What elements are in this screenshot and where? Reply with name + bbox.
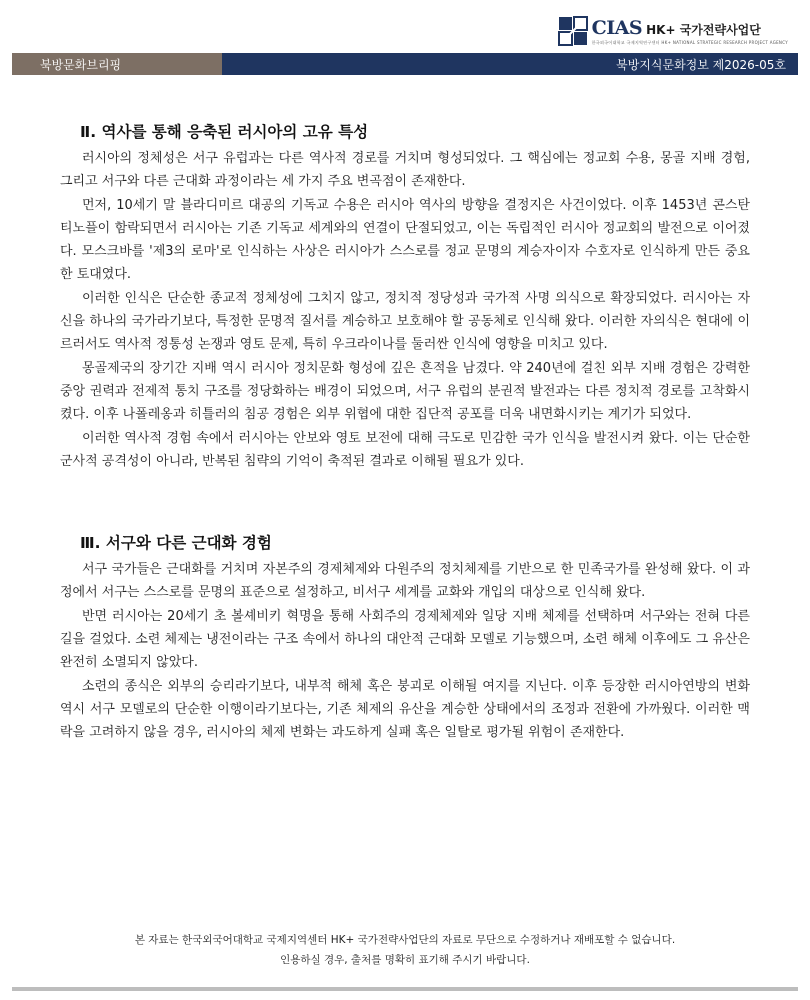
paragraph: 서구 국가들은 근대화를 거치며 자본주의 경제체제와 다원주의 정치체제를 기반으로 한 민족국가를 완성해 왔다. 이 과정에서 서구는 스스로를 문명의 표준으로 설정하고, 비서구 세계를 교화와 개입의 대상으로 인식해 왔다. [60, 562, 750, 601]
logo-subtitle: 한국외국어대학교 국제지역연구센터 HK+ NATIONAL STRATEGIC RESEARCH PROJECT AGENCY [591, 39, 788, 45]
header-bar [12, 53, 798, 75]
section-2-title: Ⅱ. 역사를 통해 응축된 러시아의 고유 특성 [80, 123, 369, 141]
paragraph: 반면 러시아는 20세기 초 볼셰비키 혁명을 통해 사회주의 경제체제와 일당 지배 체제를 선택하며 서구와는 전혀 다른 길을 걸었다. 소련 체제는 냉전이라는 구조 속에서 하나의 대안적 근대화 모델로 기능했으며, 소련 해체 이후에도 그 유산은 완전히 소멸되지 않았다. [60, 608, 750, 671]
footer-notice [0, 930, 810, 970]
briefing-label: 북방문화브리핑 [12, 53, 222, 75]
paragraph: 먼저, 10세기 말 블라디미르 대공의 기독교 수용은 러시아 역사의 방향을 결정지은 사건이었다. 이후 1453년 콘스탄티노플이 함락되면서 러시아는 기존 기독교 세계와의 연결이 단절되었고, 이는 독립적인 러시아 정교회의 발전으로 이어졌다. 모스크바를 '제3의 로마'로 인식하는 사상은 러시아가 스스로를 정교 문명의 계승자이자 수호자로 인식하게 만든 중요한 토대였다. [60, 197, 750, 283]
footer-divider [12, 987, 798, 991]
cias-logo [558, 14, 788, 48]
logo-name: CIAS [591, 16, 643, 39]
footer-line-1: 본 자료는 한국외국어대학교 국제지역센터 HK+ 국가전략사업단의 자료로 무단으로 수정하거나 재배포할 수 없습니다. [134, 934, 676, 946]
logo-hk-label: HK+ 국가전략사업단 [646, 22, 761, 37]
paragraph: 러시아의 정체성은 서구 유럽과는 다른 역사적 경로를 거치며 형성되었다. 그 핵심에는 정교회 수용, 몽골 지배 경험, 그리고 서구와 다른 근대화 과정이라는 세 가지 주요 변곡점이 존재한다. [60, 151, 750, 190]
paragraph: 이러한 역사적 경험 속에서 러시아는 안보와 영토 보전에 대해 극도로 민감한 국가 인식을 발전시켜 왔다. 이는 단순한 군사적 공격성이 아니라, 반복된 침략의 기억이 축적된 결과로 이해될 필요가 있다. [60, 430, 750, 469]
main-content [60, 120, 750, 745]
issue-number: 북방지식문화정보 제2026-05호 [222, 53, 798, 75]
paragraph: 이러한 인식은 단순한 종교적 정체성에 그치지 않고, 정치적 정당성과 국가적 사명 의식으로 확장되었다. 러시아는 자신을 하나의 국가라기보다, 특정한 문명적 질서를 계승하고 보호해야 할 공동체로 인식해 왔다. 이러한 자의식은 현대에 이르러서도 역사적 정통성 논쟁과 영토 문제, 특히 우크라이나를 둘러싼 인식에 영향을 미치고 있다. [60, 290, 751, 353]
section-3-title: Ⅲ. 서구와 다른 근대화 경험 [80, 534, 272, 553]
paragraph: 몽골제국의 장기간 지배 역시 러시아 정치문화 형성에 깊은 흔적을 남겼다. 약 240년에 걸친 외부 지배 경험은 강력한 중앙 권력과 전제적 통치 구조를 정당화하는 배경이 되었으며, 서구 유럽의 분권적 발전과는 다른 정치적 경로를 고착화시켰다. 이후 나폴레옹과 히틀러의 침공 경험은 외부 위협에 대한 집단적 공포를 더욱 내면화시키는 계기가 되었다. [60, 360, 750, 423]
cias-logo-icon [558, 16, 588, 46]
footer-line-2: 인용하실 경우, 출처를 명확히 표기해 주시기 바랍니다. [280, 954, 530, 966]
paragraph: 소련의 종식은 외부의 승리라기보다, 내부적 해체 혹은 붕괴로 이해될 여지를 지닌다. 이후 등장한 러시아연방의 변화 역시 서구 모델로의 단순한 이행이라기보다는, 기존 체제의 유산을 계승한 상태에서의 조정과 전환에 가까웠다. 이러한 맥락을 고려하지 않을 경우, 러시아의 체제 변화는 과도하게 실패 혹은 일탈로 평가될 위험이 존재한다. [60, 678, 750, 741]
